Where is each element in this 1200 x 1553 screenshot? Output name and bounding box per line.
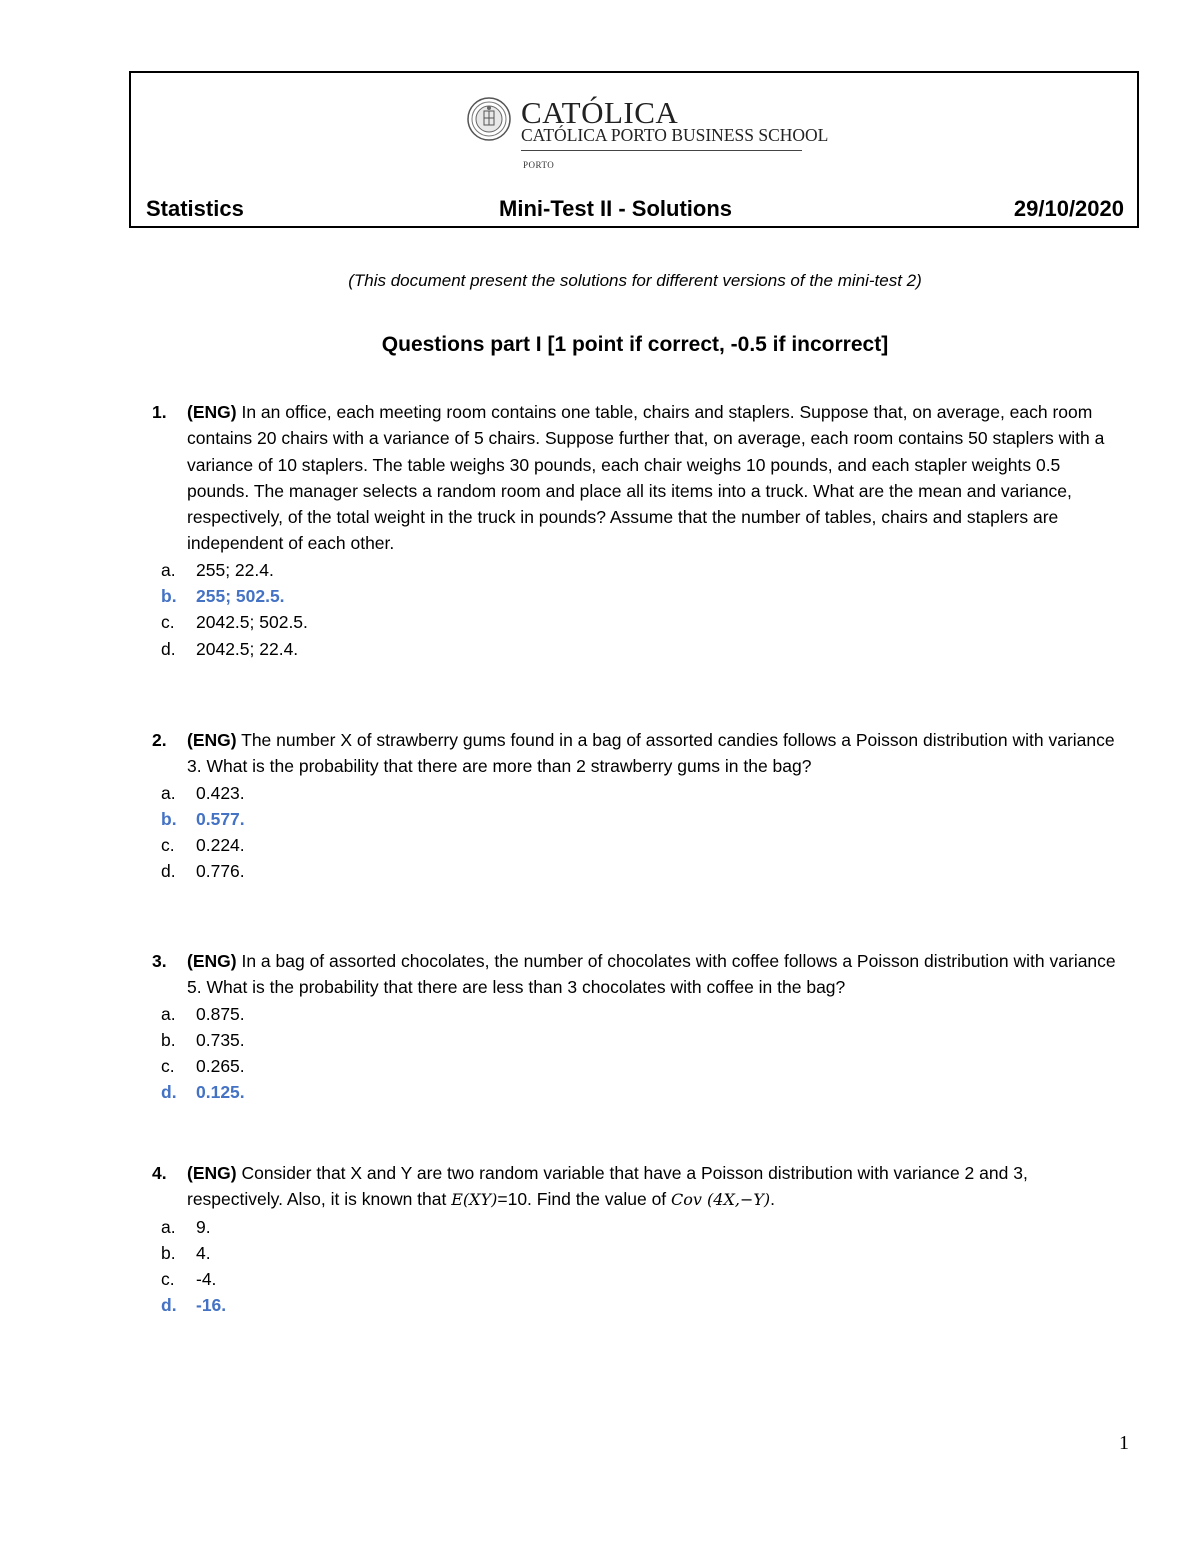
question-3 bbox=[152, 948, 1127, 1106]
option-text: 4. bbox=[196, 1242, 211, 1263]
option-d bbox=[152, 636, 1127, 662]
option-letter: a. bbox=[161, 782, 176, 803]
option-b bbox=[152, 1240, 1127, 1266]
question-number: 1. bbox=[152, 402, 167, 422]
option-text: 0.735. bbox=[196, 1029, 245, 1050]
option-text: 9. bbox=[196, 1216, 211, 1237]
option-letter: b. bbox=[161, 808, 177, 829]
option-a bbox=[152, 1214, 1127, 1240]
question-text bbox=[187, 399, 1127, 557]
university-seal-icon bbox=[467, 97, 511, 141]
logo-school: CATÓLICA PORTO BUSINESS SCHOOL bbox=[521, 125, 829, 145]
option-text: 0.577. bbox=[196, 808, 245, 829]
option-b-correct bbox=[152, 806, 1127, 832]
question-tag: (ENG) bbox=[187, 951, 237, 971]
question-4 bbox=[152, 1160, 1127, 1319]
question-tag: (ENG) bbox=[187, 730, 237, 750]
question-body: The number X of strawberry gums found in a bag of assorted candies follows a Poisson distribution with variance 3. What is the probability that there are more than 2 strawberry gums in the bag? bbox=[187, 730, 1115, 777]
covariance-expression: Cov (4X,−Y) bbox=[671, 1190, 771, 1210]
logo-city: PORTO bbox=[523, 160, 555, 170]
option-text: -16. bbox=[196, 1295, 227, 1316]
option-text: 0.265. bbox=[196, 1056, 245, 1077]
option-letter: b. bbox=[161, 1029, 176, 1050]
question-number: 2. bbox=[152, 730, 167, 750]
option-letter: b. bbox=[161, 1242, 176, 1263]
option-text: 2042.5; 22.4. bbox=[196, 638, 299, 659]
page-number: 1 bbox=[1119, 1432, 1129, 1454]
option-letter: b. bbox=[161, 586, 177, 607]
question-number: 4. bbox=[152, 1163, 167, 1183]
option-a bbox=[152, 557, 1127, 583]
option-c bbox=[152, 1053, 1127, 1079]
question-text bbox=[187, 727, 1127, 780]
question-body: In an office, each meeting room contains one table, chairs and staplers. Suppose that, on average, each room contains 20 chairs with a variance of 5 chairs. Suppose further that, on average, each room contains 50 staplers with a variance of 10 staplers. The table weighs 30 pounds, each chair weighs 10 pounds, and each stapler weights 0.5 pounds. The manager selects a random room and place all its items into a truck. What are the mean and variance, respectively, of the total weight in the truck in pounds? Assume that the number of tables, chairs and staplers are independent of each other. bbox=[187, 402, 1105, 554]
option-d bbox=[152, 858, 1127, 884]
option-letter: d. bbox=[161, 1295, 177, 1316]
option-c bbox=[152, 609, 1127, 635]
option-c bbox=[152, 832, 1127, 858]
option-text: 0.875. bbox=[196, 1003, 245, 1024]
option-text: 255; 22.4. bbox=[196, 559, 274, 580]
option-text: -4. bbox=[196, 1269, 217, 1290]
option-letter: c. bbox=[161, 835, 175, 856]
option-letter: d. bbox=[161, 1082, 177, 1103]
question-body: In a bag of assorted chocolates, the number of chocolates with coffee follows a Poisson distribution with variance 5. What is the probability that there are less than 3 chocolates with coffee in the bag? bbox=[187, 951, 1116, 998]
question-tag: (ENG) bbox=[187, 402, 237, 422]
logo-divider bbox=[521, 150, 802, 151]
option-text: 0.224. bbox=[196, 835, 245, 856]
question-number: 3. bbox=[152, 951, 167, 971]
option-text: 0.776. bbox=[196, 861, 245, 882]
question-text bbox=[187, 1160, 1127, 1214]
option-text: 0.423. bbox=[196, 782, 245, 803]
question-body-end: . bbox=[770, 1189, 776, 1210]
option-text: 0.125. bbox=[196, 1082, 245, 1103]
option-letter: d. bbox=[161, 638, 176, 659]
option-letter: a. bbox=[161, 1216, 176, 1237]
option-d-correct bbox=[152, 1292, 1127, 1318]
option-letter: a. bbox=[161, 559, 176, 580]
option-letter: d. bbox=[161, 861, 176, 882]
course-name: Statistics bbox=[146, 196, 244, 221]
question-body-middle: =10. Find the value of bbox=[497, 1189, 672, 1210]
question-1 bbox=[152, 399, 1127, 662]
question-tag: (ENG) bbox=[187, 1163, 237, 1183]
option-b-correct bbox=[152, 583, 1127, 609]
option-b bbox=[152, 1027, 1127, 1053]
version-note: (This document present the solutions for different versions of the mini-test 2) bbox=[348, 271, 922, 290]
option-a bbox=[152, 1001, 1127, 1027]
option-a bbox=[152, 780, 1127, 806]
option-d-correct bbox=[152, 1079, 1127, 1105]
option-text: 255; 502.5. bbox=[196, 586, 285, 607]
question-text bbox=[187, 948, 1127, 1001]
expectation-expression: E(XY) bbox=[451, 1190, 498, 1210]
option-letter: c. bbox=[161, 1056, 175, 1077]
part-title: Questions part I [1 point if correct, -0.5 if incorrect] bbox=[381, 333, 889, 356]
option-letter: a. bbox=[161, 1003, 176, 1024]
question-2 bbox=[152, 727, 1127, 885]
document-title: Mini-Test II - Solutions bbox=[499, 196, 733, 221]
option-letter: c. bbox=[161, 612, 175, 633]
option-text: 2042.5; 502.5. bbox=[196, 612, 308, 633]
question-body: Consider that X and Y are two random variable that have a Poisson distribution with variance 2 and 3, respectively. Also, it is known that bbox=[187, 1163, 1028, 1210]
logo-name: CATÓLICA bbox=[521, 95, 679, 130]
option-c bbox=[152, 1266, 1127, 1292]
document-date: 29/10/2020 bbox=[1013, 196, 1124, 221]
option-letter: c. bbox=[161, 1269, 175, 1290]
